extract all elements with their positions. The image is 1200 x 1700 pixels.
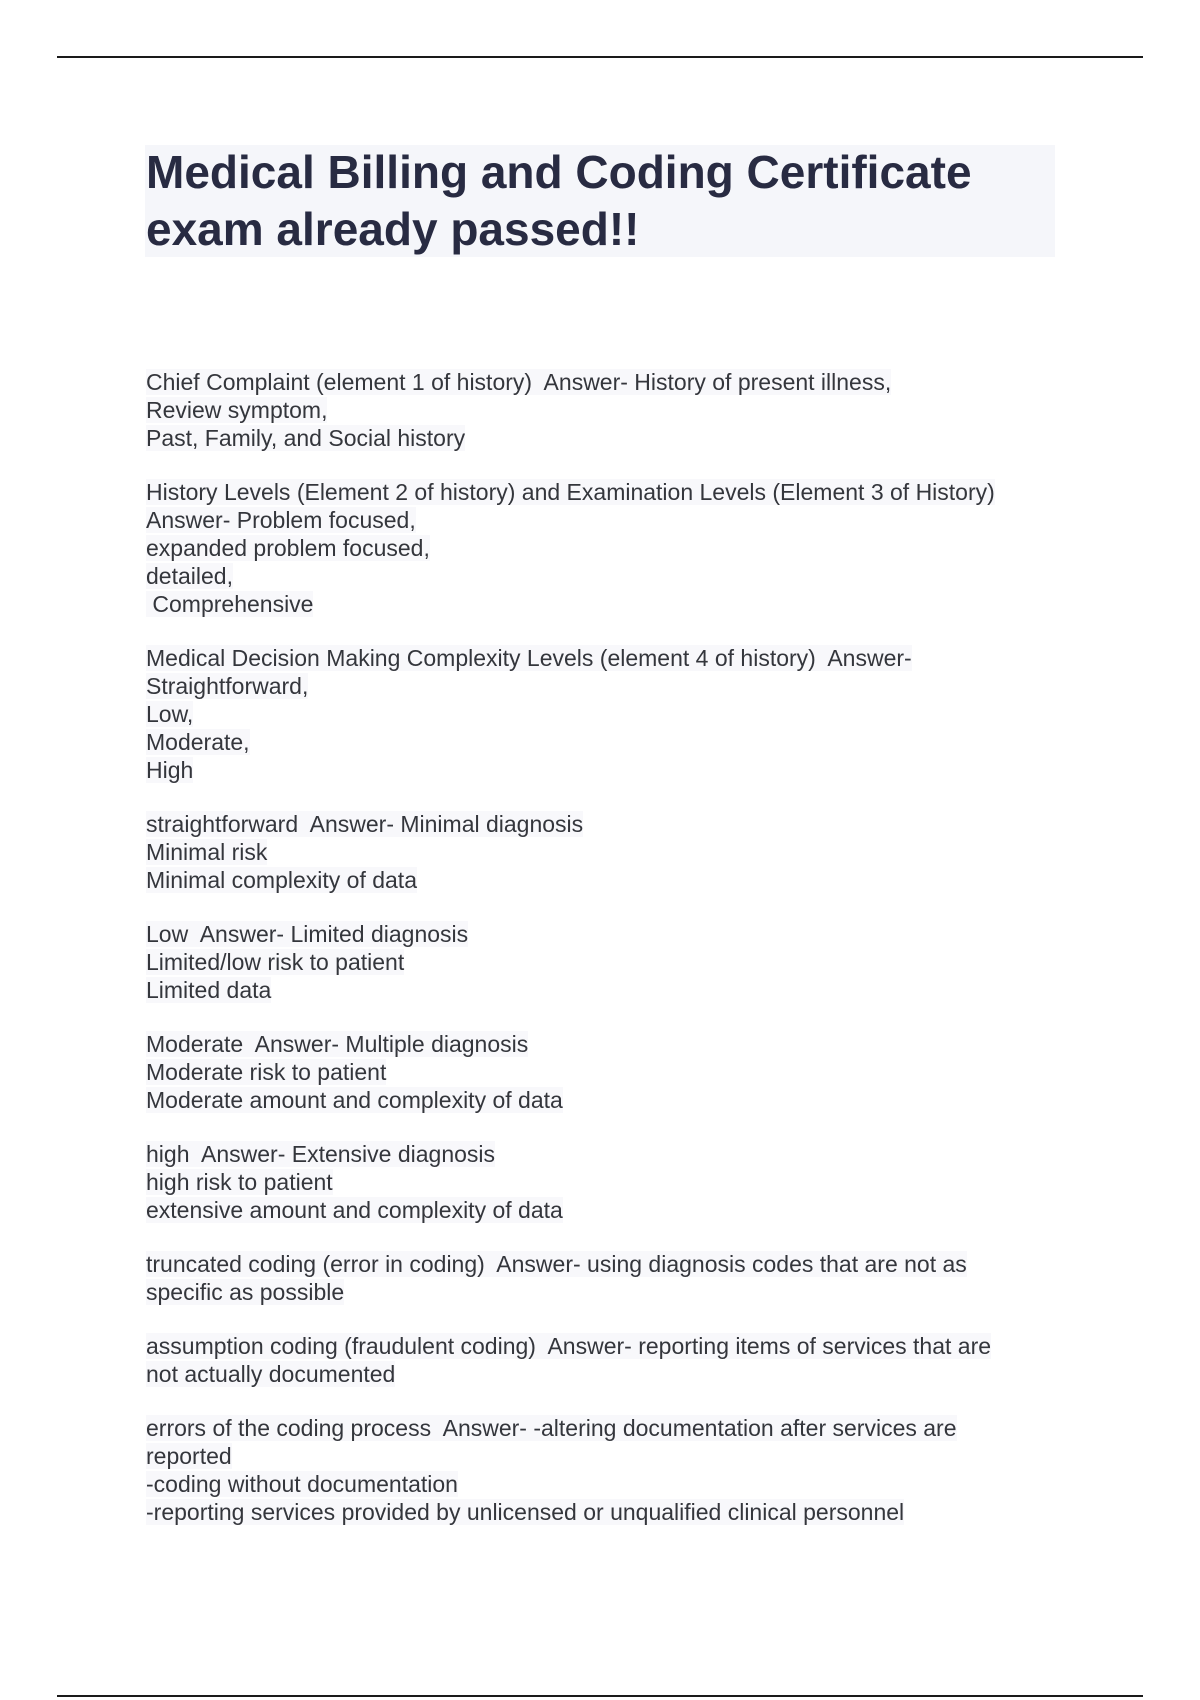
title-line-1: Medical Billing and Coding Certificate [146, 146, 972, 198]
qa-line: high Answer- Extensive diagnosis [146, 1141, 496, 1167]
qa-line: Past, Family, and Social history [146, 425, 466, 451]
qa-line: Minimal complexity of data [146, 867, 417, 893]
qa-line: assumption coding (fraudulent coding) Answer- reporting items of services that are [146, 1333, 992, 1359]
qa-item-straightforward [146, 810, 1066, 894]
qa-line: not actually documented [146, 1361, 396, 1387]
qa-line: straightforward Answer- Minimal diagnosis [146, 811, 584, 837]
qa-line: specific as possible [146, 1279, 345, 1305]
page-title [146, 144, 1046, 258]
qa-list [146, 368, 1066, 1552]
qa-line: Medical Decision Making Complexity Levels (element 4 of history) Answer- [146, 645, 912, 671]
qa-line: Low, [146, 701, 194, 727]
qa-line: Moderate amount and complexity of data [146, 1087, 563, 1113]
qa-line: -coding without documentation [146, 1471, 458, 1497]
qa-item-coding-errors [146, 1414, 1066, 1526]
qa-line: reported [146, 1443, 232, 1469]
qa-item-high [146, 1140, 1066, 1224]
qa-line: Answer- Problem focused, [146, 507, 416, 533]
qa-line: Comprehensive [146, 591, 314, 617]
qa-line: extensive amount and complexity of data [146, 1197, 563, 1223]
qa-line: Minimal risk [146, 839, 268, 865]
qa-line: Moderate Answer- Multiple diagnosis [146, 1031, 529, 1057]
qa-line: Limited data [146, 977, 272, 1003]
bottom-rule [57, 1695, 1143, 1697]
qa-item-history-levels [146, 478, 1066, 618]
qa-line: Review symptom, [146, 397, 328, 423]
qa-item-moderate [146, 1030, 1066, 1114]
top-rule [57, 56, 1143, 58]
qa-line: Moderate, [146, 729, 250, 755]
qa-line: History Levels (Element 2 of history) and Examination Levels (Element 3 of History) [146, 479, 995, 505]
qa-line: errors of the coding process Answer- -altering documentation after services are [146, 1415, 957, 1441]
qa-line: Moderate risk to patient [146, 1059, 387, 1085]
qa-line: truncated coding (error in coding) Answer- using diagnosis codes that are not as [146, 1251, 967, 1277]
qa-item-chief-complaint [146, 368, 1066, 452]
qa-line: high risk to patient [146, 1169, 333, 1195]
qa-line: High [146, 757, 194, 783]
qa-line: detailed, [146, 563, 233, 589]
qa-line: Limited/low risk to patient [146, 949, 405, 975]
qa-item-assumption-coding [146, 1332, 1066, 1388]
qa-line: Chief Complaint (element 1 of history) Answer- History of present illness, [146, 369, 892, 395]
qa-line: -reporting services provided by unlicensed or unqualified clinical personnel [146, 1499, 905, 1525]
qa-line: Low Answer- Limited diagnosis [146, 921, 469, 947]
qa-line: expanded problem focused, [146, 535, 430, 561]
title-line-2: exam already passed!! [146, 203, 640, 255]
qa-item-truncated-coding [146, 1250, 1066, 1306]
qa-line: Straightforward, [146, 673, 309, 699]
qa-item-mdm-levels [146, 644, 1066, 784]
qa-item-low [146, 920, 1066, 1004]
